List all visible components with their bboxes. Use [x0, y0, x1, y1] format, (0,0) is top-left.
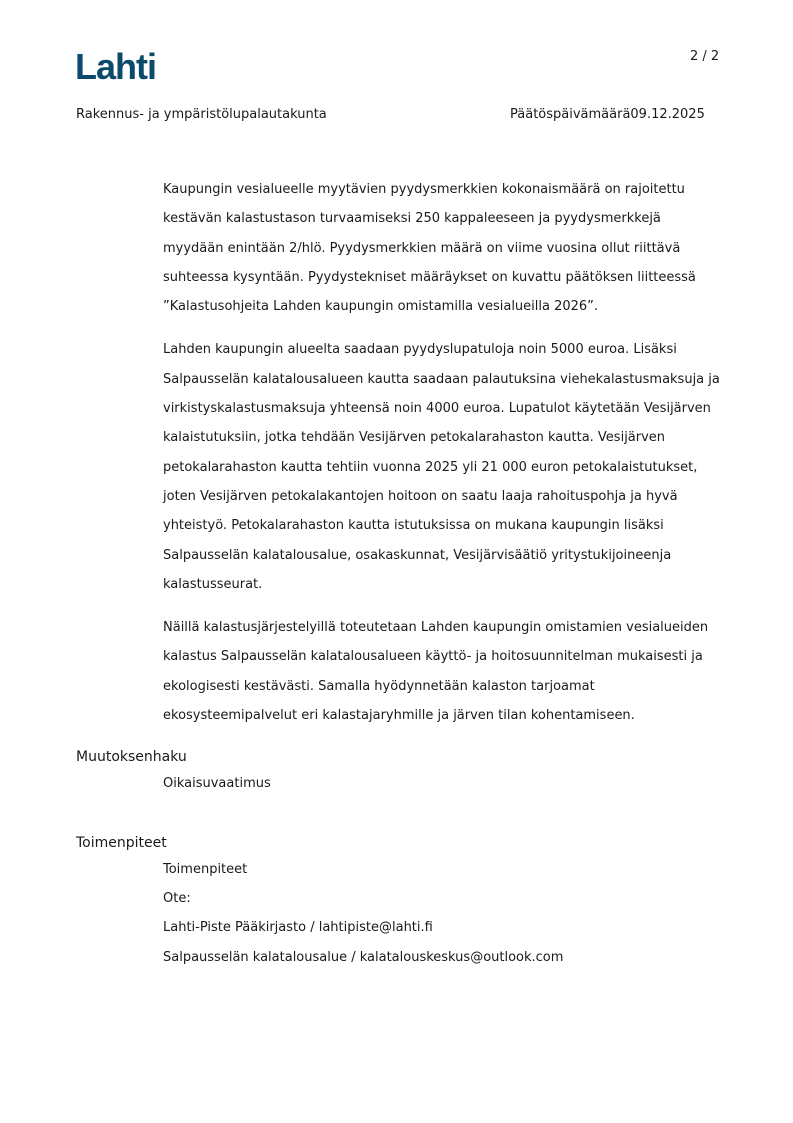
- page-number: 2 / 2: [690, 49, 720, 64]
- appeal-value: Oikaisuvaatimus: [163, 776, 271, 791]
- actions-item: Toimenpiteet: [163, 862, 248, 877]
- decision-body: [163, 175, 723, 744]
- svg-text:Lahti: Lahti: [75, 46, 156, 85]
- paragraph: Näillä kalastusjärjestelyillä toteutetaan Lahden kaupungin omistamien vesialueiden kalastus Salpausselän kalatalousalueen käyttö- ja hoitosuunnitelman mukaisesti ja ekologisesti kestävästi. Samalla hyödynnetään kalaston tarjoamat ekosysteemipalvelut eri kalastajaryhmille ja järven tilan kohentamiseen.: [163, 620, 709, 724]
- appeal-heading: Muutoksenhaku: [76, 749, 187, 765]
- actions-heading: Toimenpiteet: [76, 835, 167, 851]
- lahti-logo: [75, 45, 170, 85]
- decision-date: Päätöspäivämäärä09.12.2025: [510, 107, 705, 122]
- paragraph: Kaupungin vesialueelle myytävien pyydysmerkkien kokonaismäärä on rajoitettu kestävän kalastustason turvaamiseksi 250 kappaleeseen ja pyydysmerkkejä myydään enintään 2/hlö. Pyydysmerkkien määrä on viime vuosina ollut riittävä suhteessa kysyntään. Pyydystekniset määräykset on kuvattu päätöksen liitteessä ”Kalastusohjeita Lahden kaupungin omistamilla vesialueilla 2026”.: [163, 182, 696, 315]
- recipient-line: Lahti-Piste Pääkirjasto / lahtipiste@lahti.fi: [163, 920, 433, 935]
- paragraph: Lahden kaupungin alueelta saadaan pyydyslupatuloja noin 5000 euroa. Lisäksi Salpausselän kalatalousalueen kautta saadaan palautuksina viehekalastusmaksuja ja virkistyskalastusmaksuja yhteensä noin 4000 euroa. Lupatulot käytetään Vesijärven kalaistutuksiin, jotka tehdään Vesijärven petokalarahaston kautta. Vesijärven petokalarahaston kautta tehtiin vuonna 2025 yli 21 000 euron petokalaistutukset, joten Vesijärven petokalakantojen hoitoon on saatu laaja rahoituspohja ja hyvä yhteistyö. Petokalarahaston kautta istutuksissa on mukana kaupungin lisäksi Salpausselän kalatalousalue, osakaskunnat, Vesijärvisäätiö yritystukijoineenja kalastusseurat.: [163, 342, 720, 592]
- actions-item: Ote:: [163, 891, 191, 906]
- department-name: Rakennus- ja ympäristölupalautakunta: [76, 107, 327, 122]
- recipient-line: Salpausselän kalatalousalue / kalatalouskeskus@outlook.com: [163, 950, 564, 965]
